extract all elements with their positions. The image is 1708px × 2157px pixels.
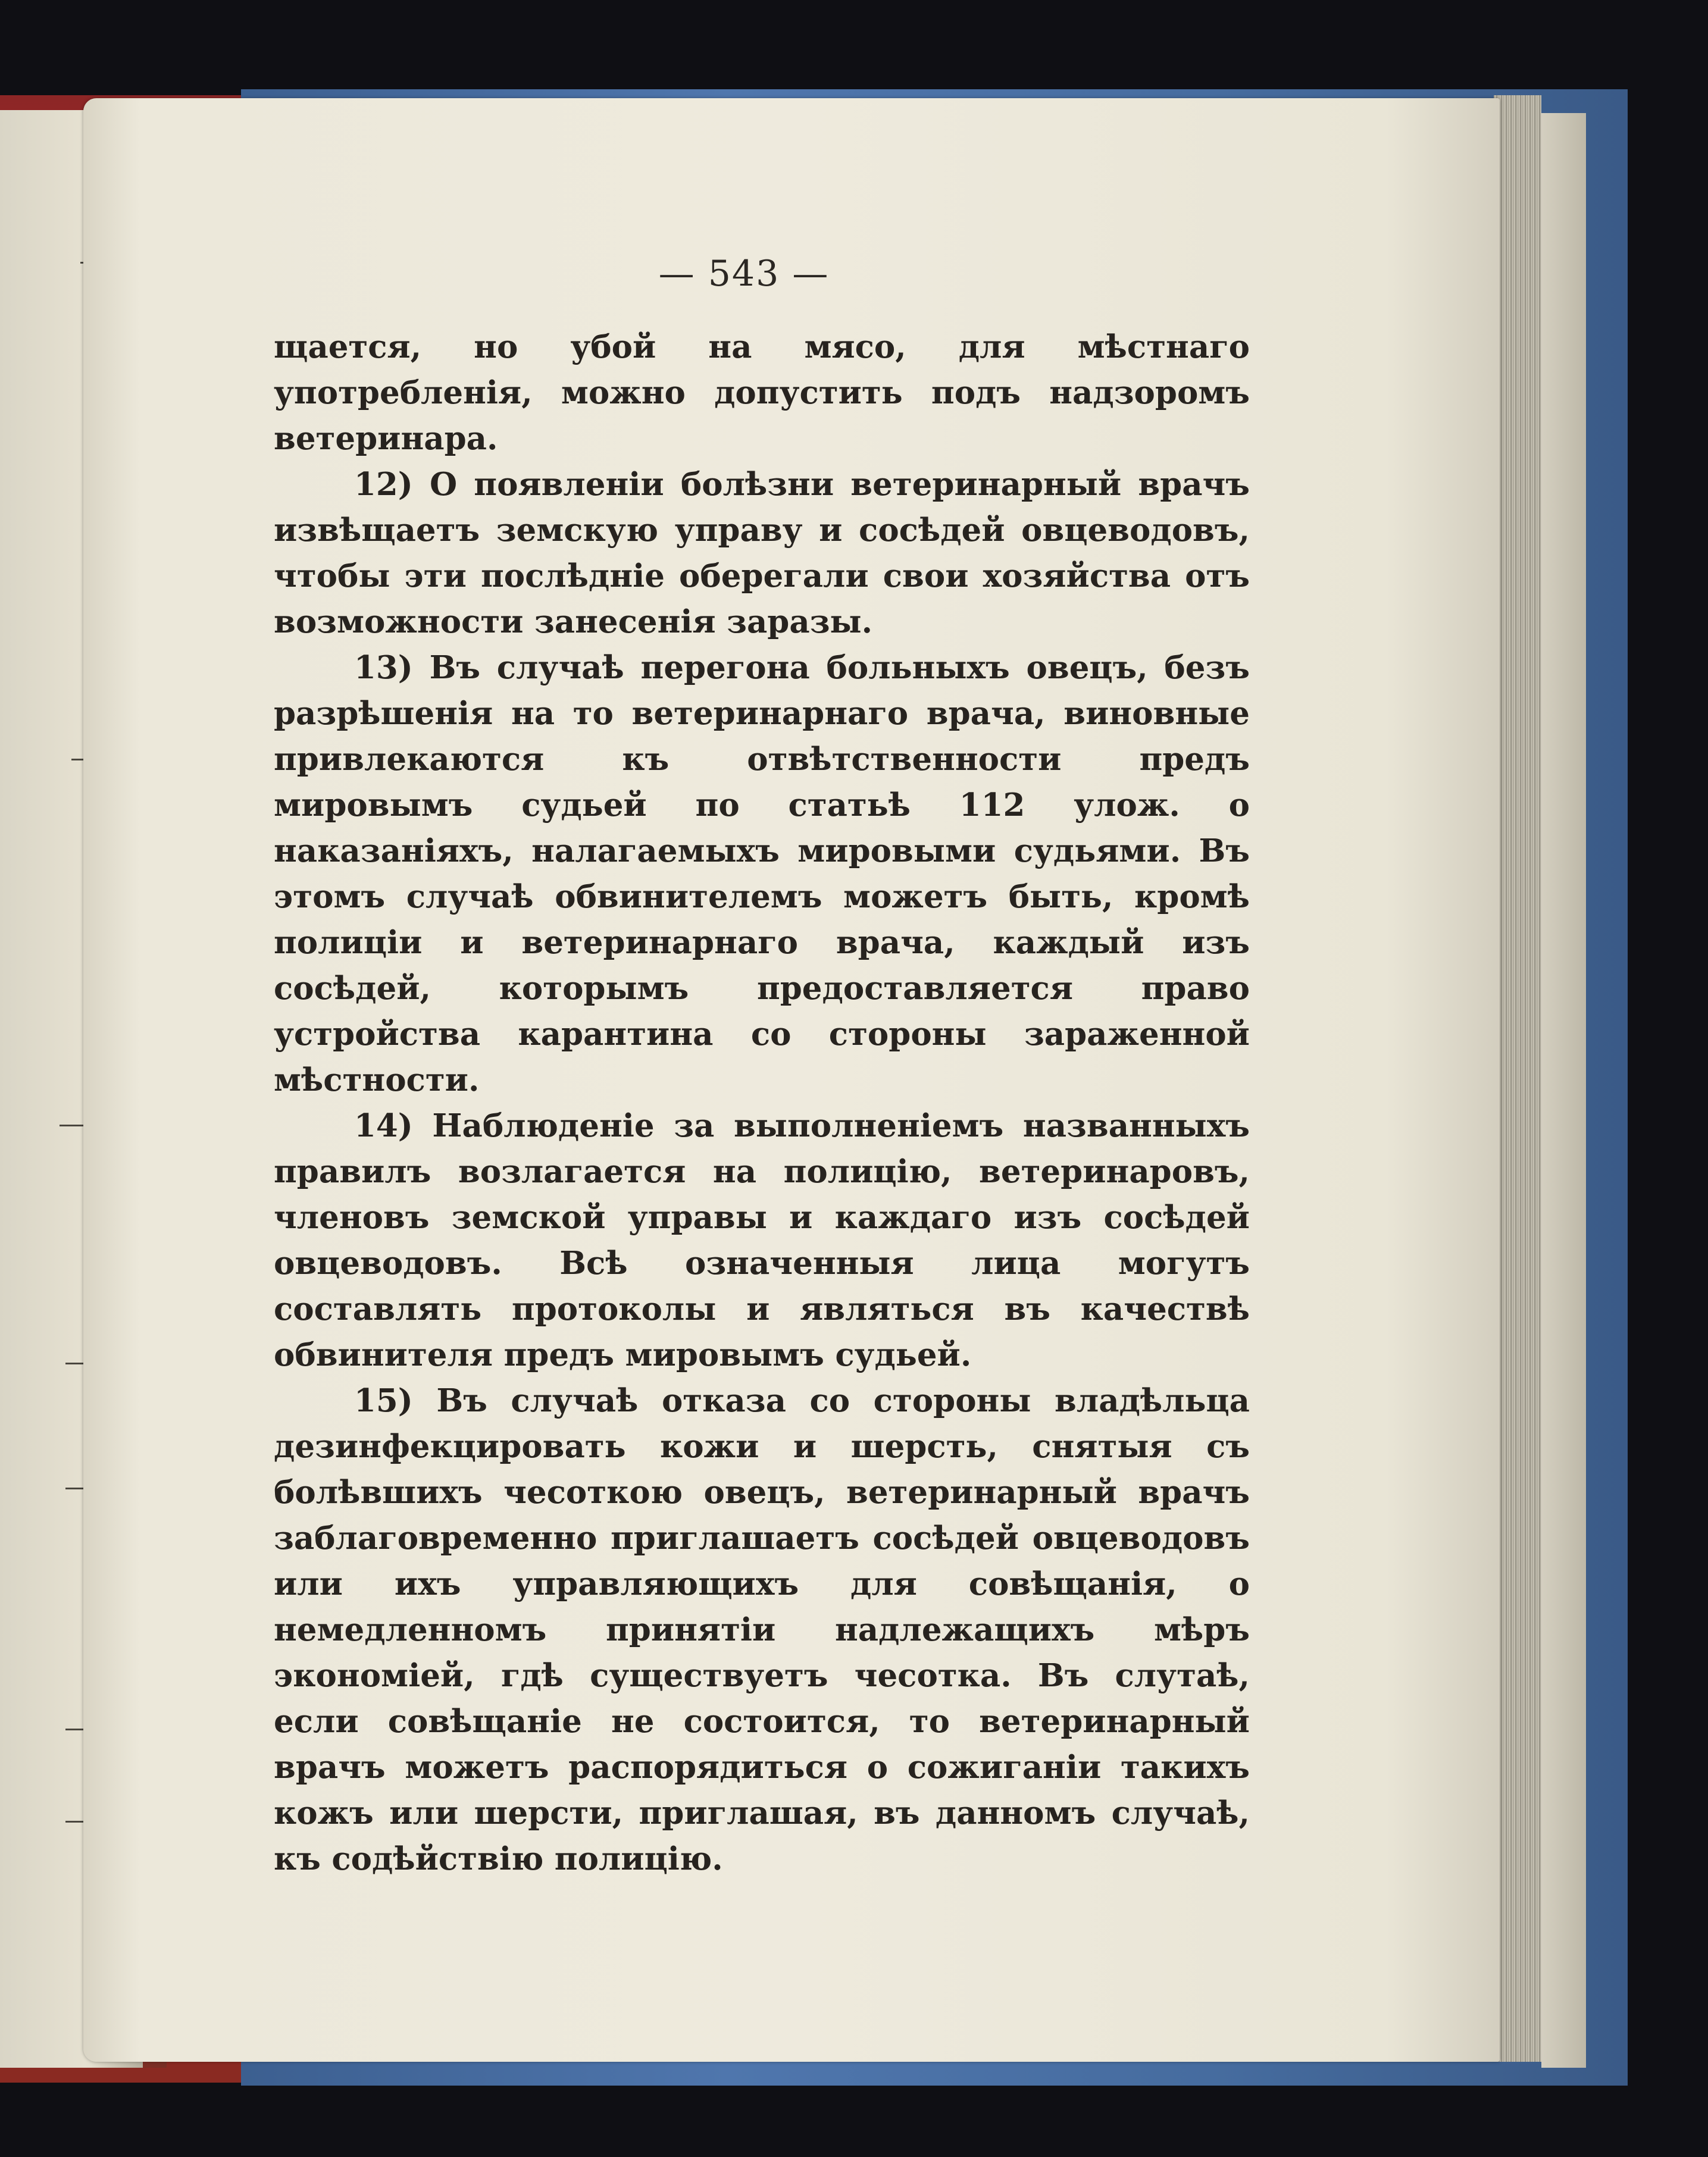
- page-number: — 543 —: [658, 253, 830, 295]
- paragraph-15: 15) Въ случаѣ отказа со стороны владѣльца дезинфекцировать кожи и шерсть, снятыя съ болѣвшихъ чесоткою овецъ, ветеринарный врачъ заблаговременно приглашаетъ сосѣдей овцеводовъ или ихъ управляющихъ для совѣщанія, о немедленномъ принятіи надлежащихъ мѣръ экономіей, гдѣ существуетъ чесотка. Въ слутаѣ, если совѣщаніе не состоится, то ветеринарный врачъ можетъ распорядиться о сожиганіи такихъ кожъ или шерсти, приглашая, въ данномъ случаѣ, къ содѣйствію полицію.: [274, 1382, 1250, 1877]
- paragraph-13: 13) Въ случаѣ перегона больныхъ овецъ, безъ разрѣшенія на то ветеринарнаго врача, виновные привлекаются къ отвѣтственности предъ мировымъ судьей по статьѣ 112 улож. о наказаніяхъ, налагаемыхъ мировыми судьями. Въ этомъ случаѣ обвинителемъ можетъ быть, кромѣ полиціи и ветеринарнаго врача, каждый изъ сосѣдей, которымъ предоставляется право устройства карантина со стороны зараженной мѣстности.: [274, 649, 1250, 1098]
- paragraph-12: 12) О появленіи болѣзни ветеринарный врачъ извѣщаетъ земскую управу и сосѣдей овцеводовъ, чтобы эти послѣдніе оберегали свои хозяйства отъ возможности занесенія заразы.: [274, 466, 1250, 640]
- paragraph-14: 14) Наблюденіе за выполненіемъ названныхъ правилъ возлагается на полицію, ветеринаровъ, членовъ земской управы и каждаго изъ сосѣдей овцеводовъ. Всѣ означенныя лица могутъ составлять протоколы и являться въ качествѣ обвинителя предъ мировымъ судьей.: [274, 1107, 1250, 1373]
- back-board: [1541, 113, 1586, 2068]
- page-edges: [1494, 95, 1541, 2062]
- page-text: [274, 324, 1250, 1882]
- paragraph-continuation: щается, но убой на мясо, для мѣстнаго употребленія, можно допустить подъ надзоромъ ветеринара.: [274, 328, 1250, 457]
